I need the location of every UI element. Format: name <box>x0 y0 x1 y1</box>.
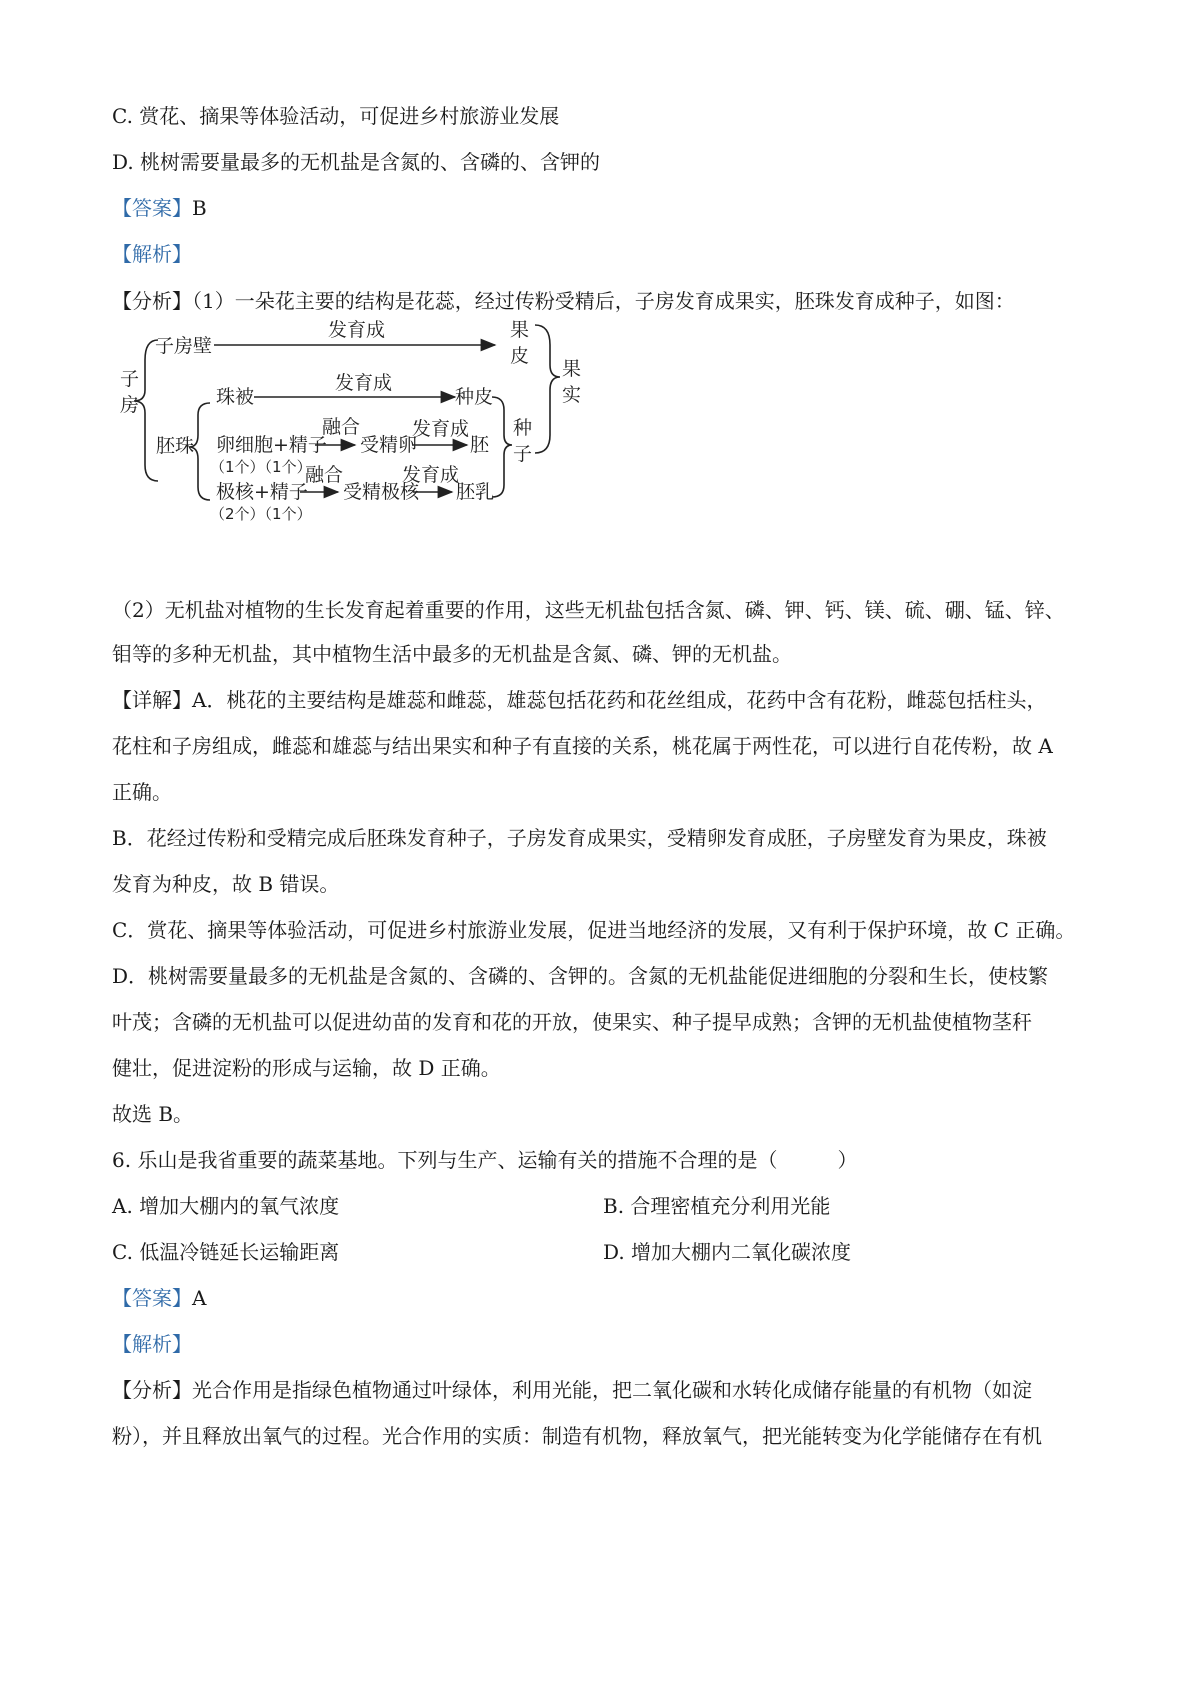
q5-option-d: D. 桃树需要量最多的无机盐是含氮的、含磷的、含钾的 <box>112 150 601 174</box>
q5-detail-b-line2: 发育为种皮，故 B 错误。 <box>112 872 340 896</box>
q5-detail-a-line2: 花柱和子房组成，雌蕊和雄蕊与结出果实和种子有直接的关系，桃花属于两性花，可以进行自花传粉，故 A <box>112 734 1053 758</box>
q6-option-b: B. 合理密植充分利用光能 <box>603 1194 831 1218</box>
q5-detail-a-line1 <box>112 686 1046 714</box>
label-guoshi-1: 果 <box>562 358 582 380</box>
fenxi-text: （1）一朵花主要的结构是花蕊，经过传粉受精后，子房发育成果实，胚珠发育成种子，如图： <box>192 289 1015 313</box>
label-shoujingjihe: 受精极核 <box>343 481 420 503</box>
fenxi-label: 【分析】 <box>112 289 192 313</box>
answer-value: A <box>192 1286 207 1310</box>
label-zhongzi-1: 种 <box>513 417 533 439</box>
answer-label: 【答案】 <box>112 1286 192 1310</box>
label-ronghe-1: 融合 <box>322 416 361 438</box>
q6-stem: 6. 乐山是我省重要的蔬菜基地。下列与生产、运输有关的措施不合理的是（ ） <box>112 1148 858 1172</box>
q5-detail-d-line1: D．桃树需要量最多的无机盐是含氮的、含磷的、含钾的。含氮的无机盐能促进细胞的分裂和生长，使枝繁 <box>112 964 1049 988</box>
q5-detail-d-line3: 健壮，促进淀粉的形成与运输，故 D 正确。 <box>112 1056 501 1080</box>
label-shoujingluan: 受精卵 <box>360 434 418 456</box>
q6-option-d: D. 增加大棚内二氧化碳浓度 <box>603 1240 852 1264</box>
fenxi-text: 光合作用是指绿色植物通过叶绿体，利用光能，把二氧化碳和水转化成储存能量的有机物（如淀 <box>192 1378 1032 1402</box>
label-fayucheng-1: 发育成 <box>328 319 386 341</box>
q6-fenxi-line2: 粉），并且释放出氧气的过程。光合作用的实质：制造有机物，释放氧气，把光能转变为化学能储存在有机 <box>112 1424 1042 1448</box>
q5-answer <box>112 194 207 222</box>
label-fayucheng-3: 发育成 <box>412 418 470 440</box>
q6-answer <box>112 1284 206 1312</box>
label-zhongpi: 种皮 <box>455 386 494 408</box>
label-fayucheng-2: 发育成 <box>335 372 393 394</box>
q6-option-a: A. 增加大棚内的氧气浓度 <box>112 1194 340 1218</box>
q5-detail-b-line1: B．花经过传粉和受精完成后胚珠发育种子，子房发育成果实，受精卵发育成胚，子房壁发育为果皮，珠被 <box>112 826 1047 850</box>
label-jihe: 极核+精子 <box>216 481 308 503</box>
label-peizhu: 胚珠 <box>156 435 195 457</box>
label-zifangbi: 子房壁 <box>155 335 213 357</box>
label-luanxibao: 卵细胞+精子 <box>216 434 327 456</box>
label-count-luan: （1个）（1个） <box>210 458 312 476</box>
q5-option-c: C. 赏花、摘果等体验活动，可促进乡村旅游业发展 <box>112 104 560 128</box>
label-zifang-1: 子 <box>120 368 140 390</box>
q5-analysis-label: 【解析】 <box>112 242 192 266</box>
label-guoshi-2: 实 <box>562 384 582 406</box>
answer-label: 【答案】 <box>112 196 192 220</box>
q6-option-c: C. 低温冷链延长运输距离 <box>112 1240 340 1264</box>
q5-fenxi <box>112 287 1015 315</box>
label-zifang-2: 房 <box>120 394 140 416</box>
detail-a-text: A．桃花的主要结构是雄蕊和雌蕊，雄蕊包括花药和花丝组成，花药中含有花粉，雌蕊包括柱头， <box>192 688 1047 712</box>
q5-conclusion: 故选 B。 <box>112 1102 194 1126</box>
q5-detail-a-line3: 正确。 <box>112 780 172 804</box>
label-guopi-1: 果 <box>510 319 530 341</box>
label-zhongzi-2: 子 <box>513 443 533 465</box>
q5-para2-line1: （2）无机盐对植物的生长发育起着重要的作用，这些无机盐包括含氮、磷、钾、钙、镁、硫、硼、锰、锌、 <box>112 598 1065 622</box>
label-pei: 胚 <box>470 434 490 456</box>
flower-development-diagram <box>110 319 630 575</box>
detail-label: 【详解】 <box>112 688 192 712</box>
q6-fenxi-line1 <box>112 1376 1032 1404</box>
q5-para2-line2: 钼等的多种无机盐，其中植物生活中最多的无机盐是含氮、磷、钾的无机盐。 <box>112 642 792 666</box>
label-zhubei: 珠被 <box>216 386 255 408</box>
fenxi-label: 【分析】 <box>112 1378 192 1402</box>
q6-analysis-label: 【解析】 <box>112 1332 192 1356</box>
answer-value: B <box>192 196 207 220</box>
label-fayucheng-4: 发育成 <box>402 464 460 486</box>
label-peiru: 胚乳 <box>456 481 495 503</box>
q5-detail-c-line1: C．赏花、摘果等体验活动，可促进乡村旅游业发展，促进当地经济的发展，又有利于保护环境，故 C 正确。 <box>112 918 1076 942</box>
label-count-ji: （2个）（1个） <box>210 505 312 523</box>
label-guopi-2: 皮 <box>510 345 530 367</box>
label-ronghe-2: 融合 <box>305 464 344 486</box>
q5-detail-d-line2: 叶茂；含磷的无机盐可以促进幼苗的发育和花的开放，使果实、种子提早成熟；含钾的无机盐使植物茎秆 <box>112 1010 1032 1034</box>
